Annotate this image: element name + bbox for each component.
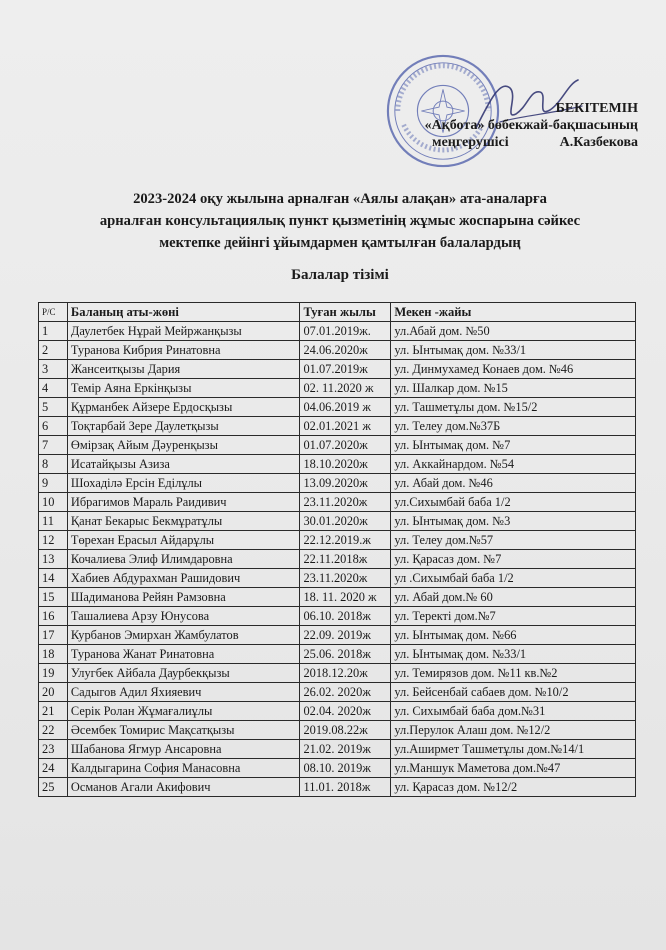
cell-address: ул.Перулок Алаш дом. №12/2	[391, 721, 636, 740]
cell-index: 10	[39, 493, 68, 512]
cell-address: ул. Ынтымақ дом. №66	[391, 626, 636, 645]
cell-birth-date: 25.06. 2018ж	[300, 645, 391, 664]
cell-birth-date: 08.10. 2019ж	[300, 759, 391, 778]
table-row	[39, 436, 636, 455]
title-line-2: арналған консультациялық пункт қызметінің жұмыс жоспарына сәйкес	[99, 213, 581, 229]
cell-birth-date: 18. 11. 2020 ж	[300, 588, 391, 607]
cell-birth-date: 18.10.2020ж	[300, 455, 391, 474]
cell-name: Шадиманова Рейян Рамзовна	[67, 588, 300, 607]
cell-address: ул .Сихымбай баба 1/2	[391, 569, 636, 588]
cell-address: ул.Сихымбай баба 1/2	[391, 493, 636, 512]
cell-name: Османов Агали Акифович	[67, 778, 300, 797]
table-row	[39, 512, 636, 531]
table-row	[39, 740, 636, 759]
approval-organization: «Ақбота» бөбекжай-бақшасының	[424, 118, 638, 133]
approval-position: меңгерушісі	[432, 135, 509, 150]
header-address: Мекен -жайы	[391, 303, 636, 322]
table-row	[39, 474, 636, 493]
cell-address: ул. Абай дом.№ 60	[391, 588, 636, 607]
cell-name: Әсембек Томирис Мақсатқызы	[67, 721, 300, 740]
cell-birth-date: 2018.12.20ж	[300, 664, 391, 683]
cell-index: 9	[39, 474, 68, 493]
table-row	[39, 493, 636, 512]
table-row	[39, 702, 636, 721]
cell-index: 21	[39, 702, 68, 721]
cell-index: 25	[39, 778, 68, 797]
cell-name: Жансеитқызы Дария	[67, 360, 300, 379]
cell-index: 19	[39, 664, 68, 683]
cell-address: ул. Шалкар дом. №15	[391, 379, 636, 398]
cell-address: ул. Динмухамед Конаев дом. №46	[391, 360, 636, 379]
cell-index: 5	[39, 398, 68, 417]
cell-index: 1	[39, 322, 68, 341]
cell-index: 2	[39, 341, 68, 360]
table-row	[39, 588, 636, 607]
table-row	[39, 759, 636, 778]
cell-address: ул. Абай дом. №46	[391, 474, 636, 493]
cell-index: 12	[39, 531, 68, 550]
cell-birth-date: 13.09.2020ж	[300, 474, 391, 493]
table-row	[39, 664, 636, 683]
cell-index: 17	[39, 626, 68, 645]
cell-name: Калдыгарина София Манасовна	[67, 759, 300, 778]
table-row	[39, 721, 636, 740]
cell-address: ул. Ташметұлы дом. №15/2	[391, 398, 636, 417]
table-row	[39, 569, 636, 588]
cell-index: 16	[39, 607, 68, 626]
cell-address: ул. Ынтымақ дом. №33/1	[391, 645, 636, 664]
cell-name: Курбанов Эмирхан Жамбулатов	[67, 626, 300, 645]
cell-index: 15	[39, 588, 68, 607]
cell-index: 18	[39, 645, 68, 664]
document-title	[40, 188, 640, 254]
cell-address: ул. Аккайнардом. №54	[391, 455, 636, 474]
table-row	[39, 322, 636, 341]
cell-birth-date: 30.01.2020ж	[300, 512, 391, 531]
cell-address: ул. Қарасаз дом. №12/2	[391, 778, 636, 797]
cell-birth-date: 2019.08.22ж	[300, 721, 391, 740]
approval-block	[368, 100, 638, 151]
table-row	[39, 550, 636, 569]
cell-name: Шабанова Ягмур Ансаровна	[67, 740, 300, 759]
cell-address: ул. Қарасаз дом. №7	[391, 550, 636, 569]
cell-index: 3	[39, 360, 68, 379]
cell-index: 8	[39, 455, 68, 474]
table-row	[39, 455, 636, 474]
cell-address: ул. Ынтымақ дом. №7	[391, 436, 636, 455]
title-line-1: 2023-2024 оқу жылына арналған «Аялы алақан» ата-аналарға	[133, 191, 547, 207]
cell-birth-date: 06.10. 2018ж	[300, 607, 391, 626]
table-row	[39, 778, 636, 797]
cell-index: 23	[39, 740, 68, 759]
table-row	[39, 683, 636, 702]
cell-birth-date: 07.01.2019ж.	[300, 322, 391, 341]
table-row	[39, 531, 636, 550]
cell-index: 20	[39, 683, 68, 702]
table-row	[39, 645, 636, 664]
cell-name: Ташалиева Арзу Юнусова	[67, 607, 300, 626]
cell-name: Құрманбек Айзере Ердосқызы	[67, 398, 300, 417]
cell-name: Темір Аяна Еркінқызы	[67, 379, 300, 398]
cell-name: Кочалиева Элиф Илимдаровна	[67, 550, 300, 569]
cell-birth-date: 23.11.2020ж	[300, 493, 391, 512]
cell-birth-date: 22.12.2019.ж	[300, 531, 391, 550]
cell-index: 22	[39, 721, 68, 740]
cell-birth-date: 26.02. 2020ж	[300, 683, 391, 702]
table-row	[39, 341, 636, 360]
cell-birth-date: 23.11.2020ж	[300, 569, 391, 588]
cell-index: 7	[39, 436, 68, 455]
cell-birth-date: 01.07.2019ж	[300, 360, 391, 379]
cell-address: ул.Маншук Маметова дом.№47	[391, 759, 636, 778]
cell-name: Туранова Кибрия Ринатовна	[67, 341, 300, 360]
cell-name: Қанат Бекарыс Бекмұратұлы	[67, 512, 300, 531]
approval-signatory	[368, 134, 638, 151]
cell-name: Улугбек Айбала Даурбекқызы	[67, 664, 300, 683]
cell-birth-date: 04.06.2019 ж	[300, 398, 391, 417]
cell-birth-date: 24.06.2020ж	[300, 341, 391, 360]
cell-address: ул. Теректі дом.№7	[391, 607, 636, 626]
header-index: Р/С	[39, 303, 68, 322]
cell-address: ул. Телеу дом.№37Б	[391, 417, 636, 436]
cell-index: 11	[39, 512, 68, 531]
title-line-3: мектепке дейінгі ұйымдармен қамтылған балалардың	[159, 235, 521, 251]
cell-birth-date: 11.01. 2018ж	[300, 778, 391, 797]
header-name: Баланың аты-жөні	[67, 303, 300, 322]
table-row	[39, 417, 636, 436]
cell-name: Даулетбек Нұрай Мейржанқызы	[67, 322, 300, 341]
cell-name: Туранова Жанат Ринатовна	[67, 645, 300, 664]
table-row	[39, 607, 636, 626]
cell-birth-date: 02. 11.2020 ж	[300, 379, 391, 398]
cell-name: Исатайқызы Азиза	[67, 455, 300, 474]
cell-index: 4	[39, 379, 68, 398]
list-subtitle: Балалар тізімі	[291, 267, 389, 283]
header-birth: Туған жылы	[300, 303, 391, 322]
cell-address: ул.Абай дом. №50	[391, 322, 636, 341]
cell-birth-date: 21.02. 2019ж	[300, 740, 391, 759]
cell-address: ул. Бейсенбай сабаев дом. №10/2	[391, 683, 636, 702]
cell-index: 6	[39, 417, 68, 436]
cell-birth-date: 22.11.2018ж	[300, 550, 391, 569]
cell-address: ул. Сихымбай баба дом.№31	[391, 702, 636, 721]
table-row	[39, 360, 636, 379]
cell-name: Төрехан Ерасыл Айдарұлы	[67, 531, 300, 550]
cell-address: ул.Аширмет Ташметұлы дом.№14/1	[391, 740, 636, 759]
cell-birth-date: 22.09. 2019ж	[300, 626, 391, 645]
cell-name: Хабиев Абдурахман Рашидович	[67, 569, 300, 588]
table-header-row	[39, 303, 636, 322]
cell-address: ул. Темирязов дом. №11 кв.№2	[391, 664, 636, 683]
cell-index: 24	[39, 759, 68, 778]
cell-name: Серік Ролан Жұмағалиұлы	[67, 702, 300, 721]
cell-address: ул. Ынтымақ дом. №33/1	[391, 341, 636, 360]
cell-name: Ибрагимов Мараль Раидивич	[67, 493, 300, 512]
approval-name: А.Казбекова	[559, 135, 638, 150]
table-body	[39, 322, 636, 797]
cell-birth-date: 02.01.2021 ж	[300, 417, 391, 436]
cell-birth-date: 01.07.2020ж	[300, 436, 391, 455]
cell-name: Өмірзақ Айым Дәуренқызы	[67, 436, 300, 455]
cell-index: 14	[39, 569, 68, 588]
cell-name: Шохаділә Ерсін Еділұлы	[67, 474, 300, 493]
cell-address: ул. Телеу дом.№57	[391, 531, 636, 550]
cell-name: Тоқтарбай Зере Даулетқызы	[67, 417, 300, 436]
cell-index: 13	[39, 550, 68, 569]
cell-name: Садыгов Адил Яхияевич	[67, 683, 300, 702]
children-list-table	[38, 302, 636, 797]
table-row	[39, 626, 636, 645]
cell-address: ул. Ынтымақ дом. №3	[391, 512, 636, 531]
table-row	[39, 379, 636, 398]
table-row	[39, 398, 636, 417]
approval-heading: БЕКІТЕМІН	[555, 101, 638, 116]
cell-birth-date: 02.04. 2020ж	[300, 702, 391, 721]
